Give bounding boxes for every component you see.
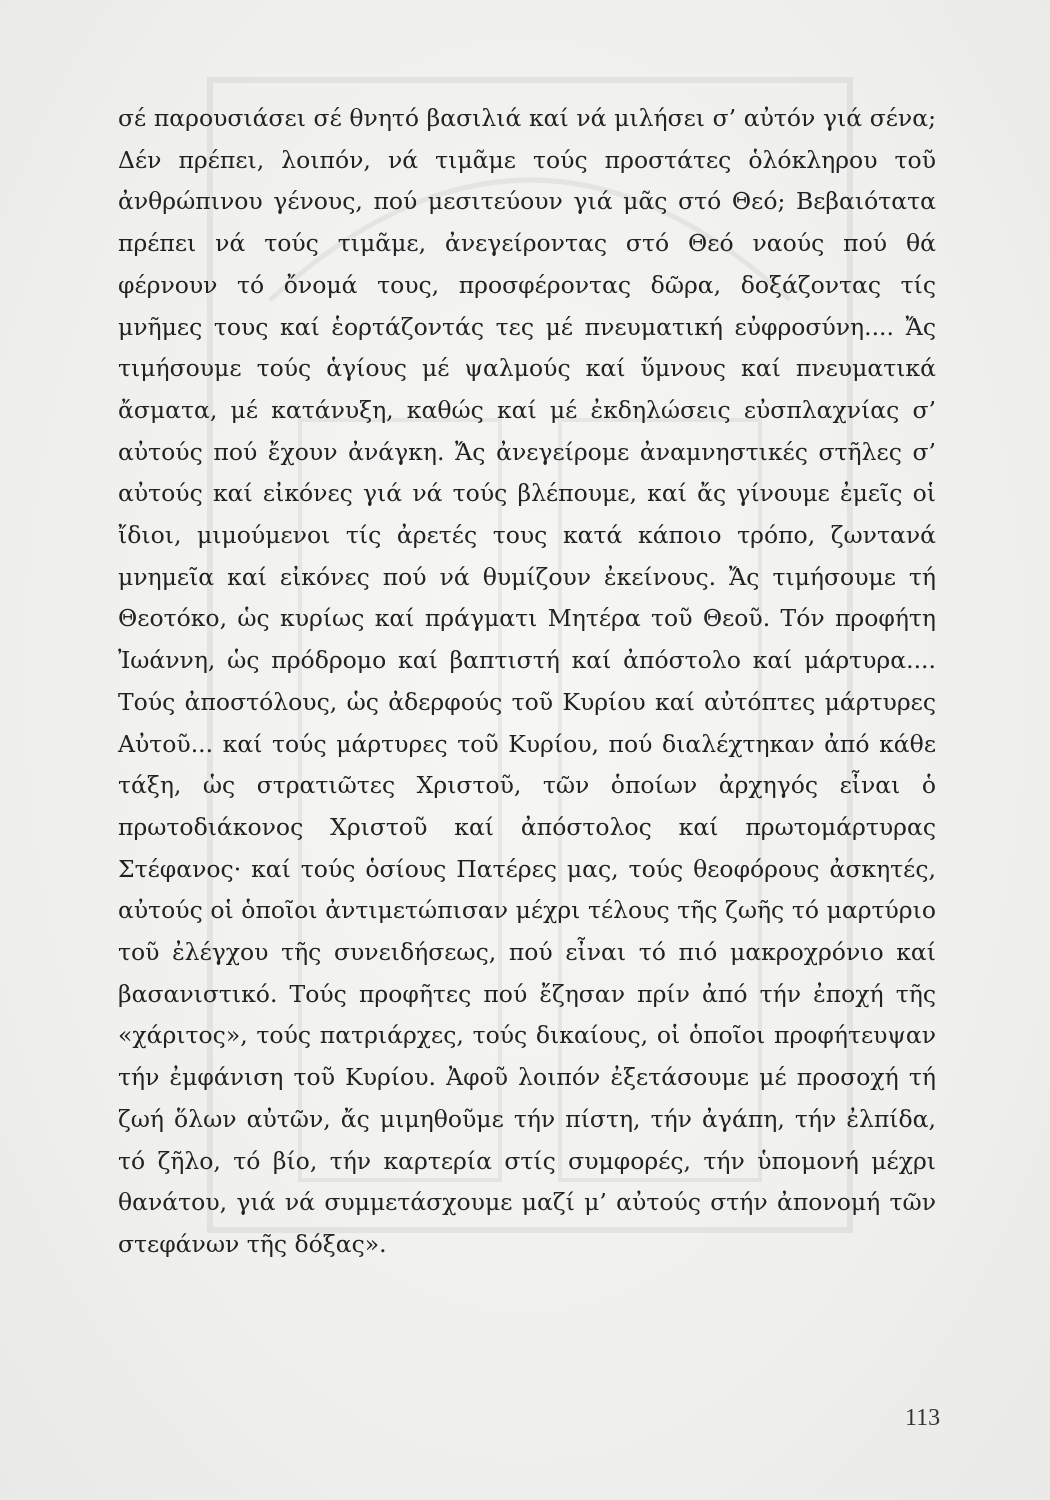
body-paragraph: σέ παρουσιάσει σέ θνητό βασιλιά καί νά μιλήσει σ’ αὐτόν γιά σένα; Δέν πρέπει, λοιπόν, νά τιμᾶμε τούς προστάτες ὁλόκληρου τοῦ ἀνθρώπινου γένους, πού μεσιτεύουν γιά μᾶς στό Θεό; Βεβαιότατα πρέπει νά τούς τιμᾶμε, ἀνεγείροντας στό Θεό ναούς πού θά φέρνουν τό ὄνομά τους, προσφέροντας δῶρα, δοξάζοντας τίς μνῆμες τους καί ἑορτάζοντάς τες μέ πνευματική εὐφροσύνη.... Ἄς τιμήσουμε τούς ἁγίους μέ ψαλμούς καί ὕμνους καί πνευματικά ἄσματα, μέ κατάνυξη, καθώς καί μέ ἐκδηλώσεις εὐσπλαχνίας σ’ αὐτούς πού ἔχουν ἀνάγκη. Ἄς ἀνεγείρομε ἀναμνηστικές στῆλες σ’ αὐτούς καί εἰκόνες γιά νά τούς βλέπουμε, καί ἄς γίνουμε ἐμεῖς οἱ ἴδιοι, μιμούμενοι τίς ἀρετές τους κατά κάποιο τρόπο, ζωντανά μνημεῖα καί εἰκόνες πού νά θυμίζουν ἐκείνους. Ἄς τιμήσουμε τή Θεοτόκο, ὡς κυρίως καί πράγματι Μητέρα τοῦ Θεοῦ. Τόν προφήτη Ἰωάννη, ὡς πρόδρομο καί βαπτιστή καί ἀπόστολο καί μάρτυρα.... Τούς ἀποστόλους, ὡς ἀδερφούς τοῦ Κυρίου καί αὐτόπτες μάρτυρες Αὐτοῦ... καί τούς μάρτυρες τοῦ Κυρίου, πού διαλέχτηκαν ἀπό κάθε τάξη, ὡς στρατιῶτες Χριστοῦ, τῶν ὁποίων ἀρχηγός εἶναι ὁ πρωτοδιάκονος Χριστοῦ καί ἀπόστολος καί πρωτομάρτυρας Στέφανος· καί τούς ὁσίους Πατέρες μας, τούς θεοφόρους ἀσκητές, αὐτούς οἱ ὁποῖοι ἀντιμετώπισαν μέχρι τέλους τῆς ζωῆς τό μαρτύριο τοῦ ἐλέγχου τῆς συνειδήσεως, πού εἶναι τό πιό μακροχρόνιο καί βασανιστικό. Τούς προφῆτες πού ἔζησαν πρίν ἀπό τήν ἐποχή τῆς «χάριτος», τούς πατριάρχες, τούς δικαίους, οἱ ὁποῖοι προφήτευψαν τήν ἐμφάνιση τοῦ Κυρίου. Ἀφοῦ λοιπόν ἐξετάσουμε μέ προσοχή τή ζωή ὅλων αὐτῶν, ἄς μιμηθοῦμε τήν πίστη, τήν ἀγάπη, τήν ἐλπίδα, τό ζῆλο, τό βίο, τήν καρτερία στίς συμφορές, τήν ὑπομονή μέχρι θανάτου, γιά νά συμμετάσχουμε μαζί μ’ αὐτούς στήν ἀπονομή τῶν στεφάνων τῆς δόξας». bbox=[118, 104, 936, 1258]
page-number: 113 bbox=[905, 1405, 941, 1431]
